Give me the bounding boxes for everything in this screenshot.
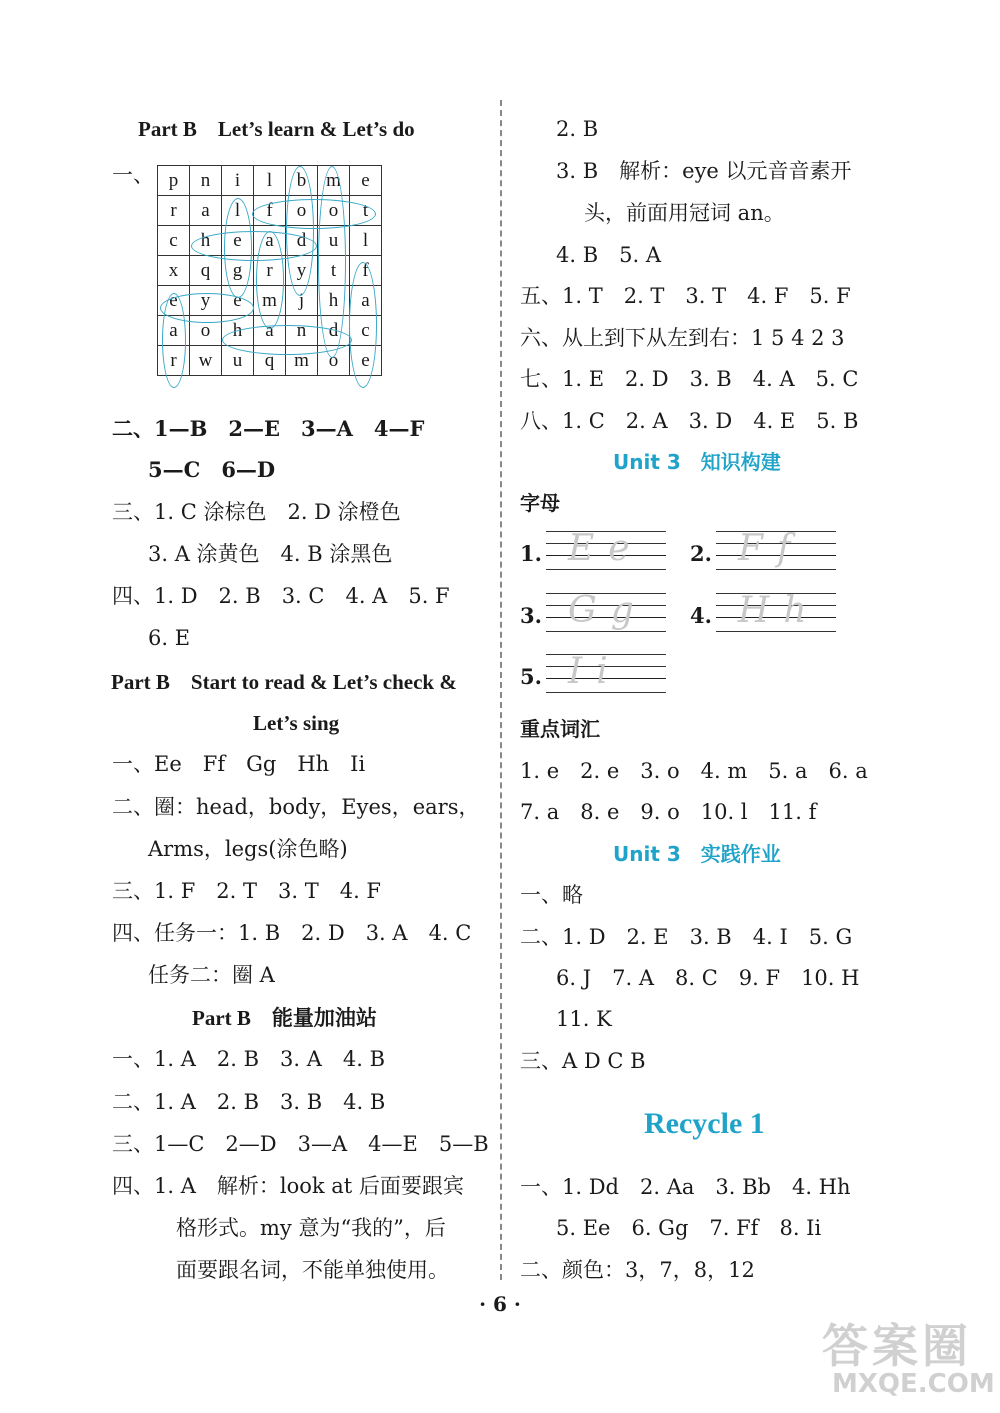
grid-cell: e <box>158 286 190 316</box>
grid-cell: e <box>350 166 382 196</box>
grid-cell: h <box>318 286 350 316</box>
grid-cell: a <box>254 316 286 346</box>
grid-cell: o <box>286 196 318 226</box>
column-divider <box>500 100 502 1280</box>
grid-cell: b <box>286 166 318 196</box>
grid-cell: u <box>222 346 254 376</box>
grid-cell: m <box>286 346 318 376</box>
section-heading-part-b-learn: Part B Let’s learn & Let’s do <box>138 117 415 141</box>
grid-cell: o <box>190 316 222 346</box>
answer-line: 面要跟名词，不能单独使用。 <box>176 1258 449 1282</box>
grid-cell: d <box>318 316 350 346</box>
grid-cell: c <box>350 316 382 346</box>
section-heading-part-b-read-cont: Let’s sing <box>253 711 340 735</box>
handwriting-letters: Ii <box>568 651 622 692</box>
grid-cell: f <box>254 196 286 226</box>
question-label: 一、 <box>112 163 154 187</box>
answer-line: 5. Ee 6. Gg 7. Ff 8. Ii <box>556 1216 822 1240</box>
grid-cell: l <box>350 226 382 256</box>
grid-cell: e <box>350 346 382 376</box>
grid-cell: q <box>254 346 286 376</box>
answer-line: 四、1. D 2. B 3. C 4. A 5. F <box>112 584 450 608</box>
answer-line: 3. A 涂黄色 4. B 涂黑色 <box>148 542 393 566</box>
answer-line: 八、1. C 2. A 3. D 4. E 5. B <box>520 409 859 433</box>
answer-line: 3. B 解析：eye 以元音音素开 <box>556 159 852 183</box>
watermark-logo: 答案圈 MXQE.COM <box>822 1319 995 1399</box>
grid-row <box>158 166 382 196</box>
guide-line <box>546 631 666 632</box>
answer-line: 三、1—C 2—D 3—A 4—E 5—B <box>112 1132 489 1156</box>
grid-cell: o <box>318 196 350 226</box>
grid-cell: m <box>318 166 350 196</box>
answer-line: 6. E <box>148 626 191 650</box>
grid-row <box>158 346 382 376</box>
handwriting-lines <box>546 651 668 698</box>
handwriting-number: 3. <box>520 603 542 628</box>
grid-row <box>158 286 382 316</box>
grid-cell: a <box>158 316 190 346</box>
grid-cell: o <box>318 346 350 376</box>
vocab-subheading: 重点词汇 <box>520 717 600 741</box>
handwriting-lines <box>716 528 838 575</box>
answer-line: 四、1. A 解析：look at 后面要跟宾 <box>112 1174 464 1198</box>
answer-line: 6. J 7. A 8. C 9. F 10. H <box>556 966 860 990</box>
grid-cell: m <box>254 286 286 316</box>
answer-line: 7. a 8. e 9. o 10. l 11. f <box>520 800 817 824</box>
grid-cell: c <box>158 226 190 256</box>
handwriting-letters: Gg <box>568 590 648 631</box>
answer-line: 一、Ee Ff Gg Hh Ii <box>112 752 366 776</box>
guide-line <box>546 569 666 570</box>
section-heading-part-b-read: Part B Start to read & Let’s check & <box>111 670 457 694</box>
answer-line: Arms，legs(涂色略) <box>148 837 348 861</box>
grid-cell: f <box>350 256 382 286</box>
letters-subheading: 字母 <box>520 491 560 515</box>
grid-cell: a <box>254 226 286 256</box>
grid-cell: y <box>286 256 318 286</box>
grid-cell: h <box>190 226 222 256</box>
handwriting-letters: Ff <box>738 528 805 569</box>
answer-line: 一、1. Dd 2. Aa 3. Bb 4. Hh <box>520 1175 851 1199</box>
answer-line: 格形式。my 意为“我的”，后 <box>176 1216 446 1240</box>
handwriting-letters: Ee <box>568 528 644 569</box>
section-heading-energy: Part B 能量加油站 <box>192 1006 377 1030</box>
grid-cell: j <box>286 286 318 316</box>
grid-cell: l <box>222 196 254 226</box>
answer-line: 任务二：圈 A <box>148 963 275 987</box>
grid-cell: a <box>190 196 222 226</box>
recycle-heading: Recycle 1 <box>644 1107 765 1140</box>
grid-cell: n <box>190 166 222 196</box>
answer-line: 二、颜色：3，7，8，12 <box>520 1258 755 1282</box>
answer-line: 六、从上到下从左到右：1 5 4 2 3 <box>520 326 845 350</box>
grid-cell: p <box>158 166 190 196</box>
grid-cell: t <box>350 196 382 226</box>
answer-line: 头，前面用冠词 an。 <box>584 201 785 225</box>
handwriting-number: 5. <box>520 664 542 689</box>
answer-line: 三、1. F 2. T 3. T 4. F <box>112 879 382 903</box>
handwriting-lines <box>546 590 668 637</box>
answer-line: 一、略 <box>520 883 583 907</box>
grid-row <box>158 256 382 286</box>
answer-line: 五、1. T 2. T 3. T 4. F 5. F <box>520 284 851 308</box>
answer-line: 11. K <box>556 1007 612 1031</box>
handwriting-number: 1. <box>520 541 542 566</box>
answer-line: 1. e 2. e 3. o 4. m 5. a 6. a <box>520 759 868 783</box>
grid-cell: d <box>286 226 318 256</box>
grid-cell: t <box>318 256 350 286</box>
handwriting-number: 2. <box>690 541 712 566</box>
answer-line: 一、1. A 2. B 3. A 4. B <box>112 1047 386 1071</box>
grid-row <box>158 196 382 226</box>
answer-line: 二、圈：head，body，Eyes，ears， <box>112 795 480 819</box>
page-number: · 6 · <box>479 1292 521 1316</box>
grid-cell: r <box>254 256 286 286</box>
answer-line: 二、1—B 2—E 3—A 4—F <box>112 416 425 441</box>
grid-cell: n <box>286 316 318 346</box>
unit3-practice-heading: Unit 3 实践作业 <box>613 842 781 866</box>
grid-cell: y <box>190 286 222 316</box>
grid-cell: x <box>158 256 190 286</box>
answer-line: 2. B <box>556 117 599 141</box>
grid-cell: h <box>222 316 254 346</box>
answer-line: 二、1. A 2. B 3. B 4. B <box>112 1090 386 1114</box>
handwriting-lines <box>716 590 838 637</box>
grid-cell: i <box>222 166 254 196</box>
answer-line: 5—C 6—D <box>148 457 276 482</box>
handwriting-number: 4. <box>690 603 712 628</box>
grid-cell: e <box>222 286 254 316</box>
answer-line: 四、任务一：1. B 2. D 3. A 4. C <box>112 921 472 945</box>
handwriting-letters: Hh <box>738 590 821 631</box>
grid-cell: a <box>350 286 382 316</box>
grid-cell: r <box>158 346 190 376</box>
unit3-knowledge-heading: Unit 3 知识构建 <box>613 450 781 474</box>
guide-line <box>546 692 666 693</box>
grid-cell: e <box>222 226 254 256</box>
grid-cell: w <box>190 346 222 376</box>
grid-row <box>158 316 382 346</box>
word-search-grid <box>157 165 382 376</box>
answer-line: 三、A D C B <box>520 1049 646 1073</box>
guide-line <box>716 631 836 632</box>
grid-cell: r <box>158 196 190 226</box>
answer-line: 七、1. E 2. D 3. B 4. A 5. C <box>520 367 859 391</box>
grid-row <box>158 226 382 256</box>
answer-line: 三、1. C 涂棕色 2. D 涂橙色 <box>112 500 401 524</box>
grid-cell: q <box>190 256 222 286</box>
grid-cell: g <box>222 256 254 286</box>
answer-line: 4. B 5. A <box>556 243 662 267</box>
grid-cell: u <box>318 226 350 256</box>
guide-line <box>716 569 836 570</box>
handwriting-lines <box>546 528 668 575</box>
grid-cell: l <box>254 166 286 196</box>
answer-line: 二、1. D 2. E 3. B 4. I 5. G <box>520 925 853 949</box>
